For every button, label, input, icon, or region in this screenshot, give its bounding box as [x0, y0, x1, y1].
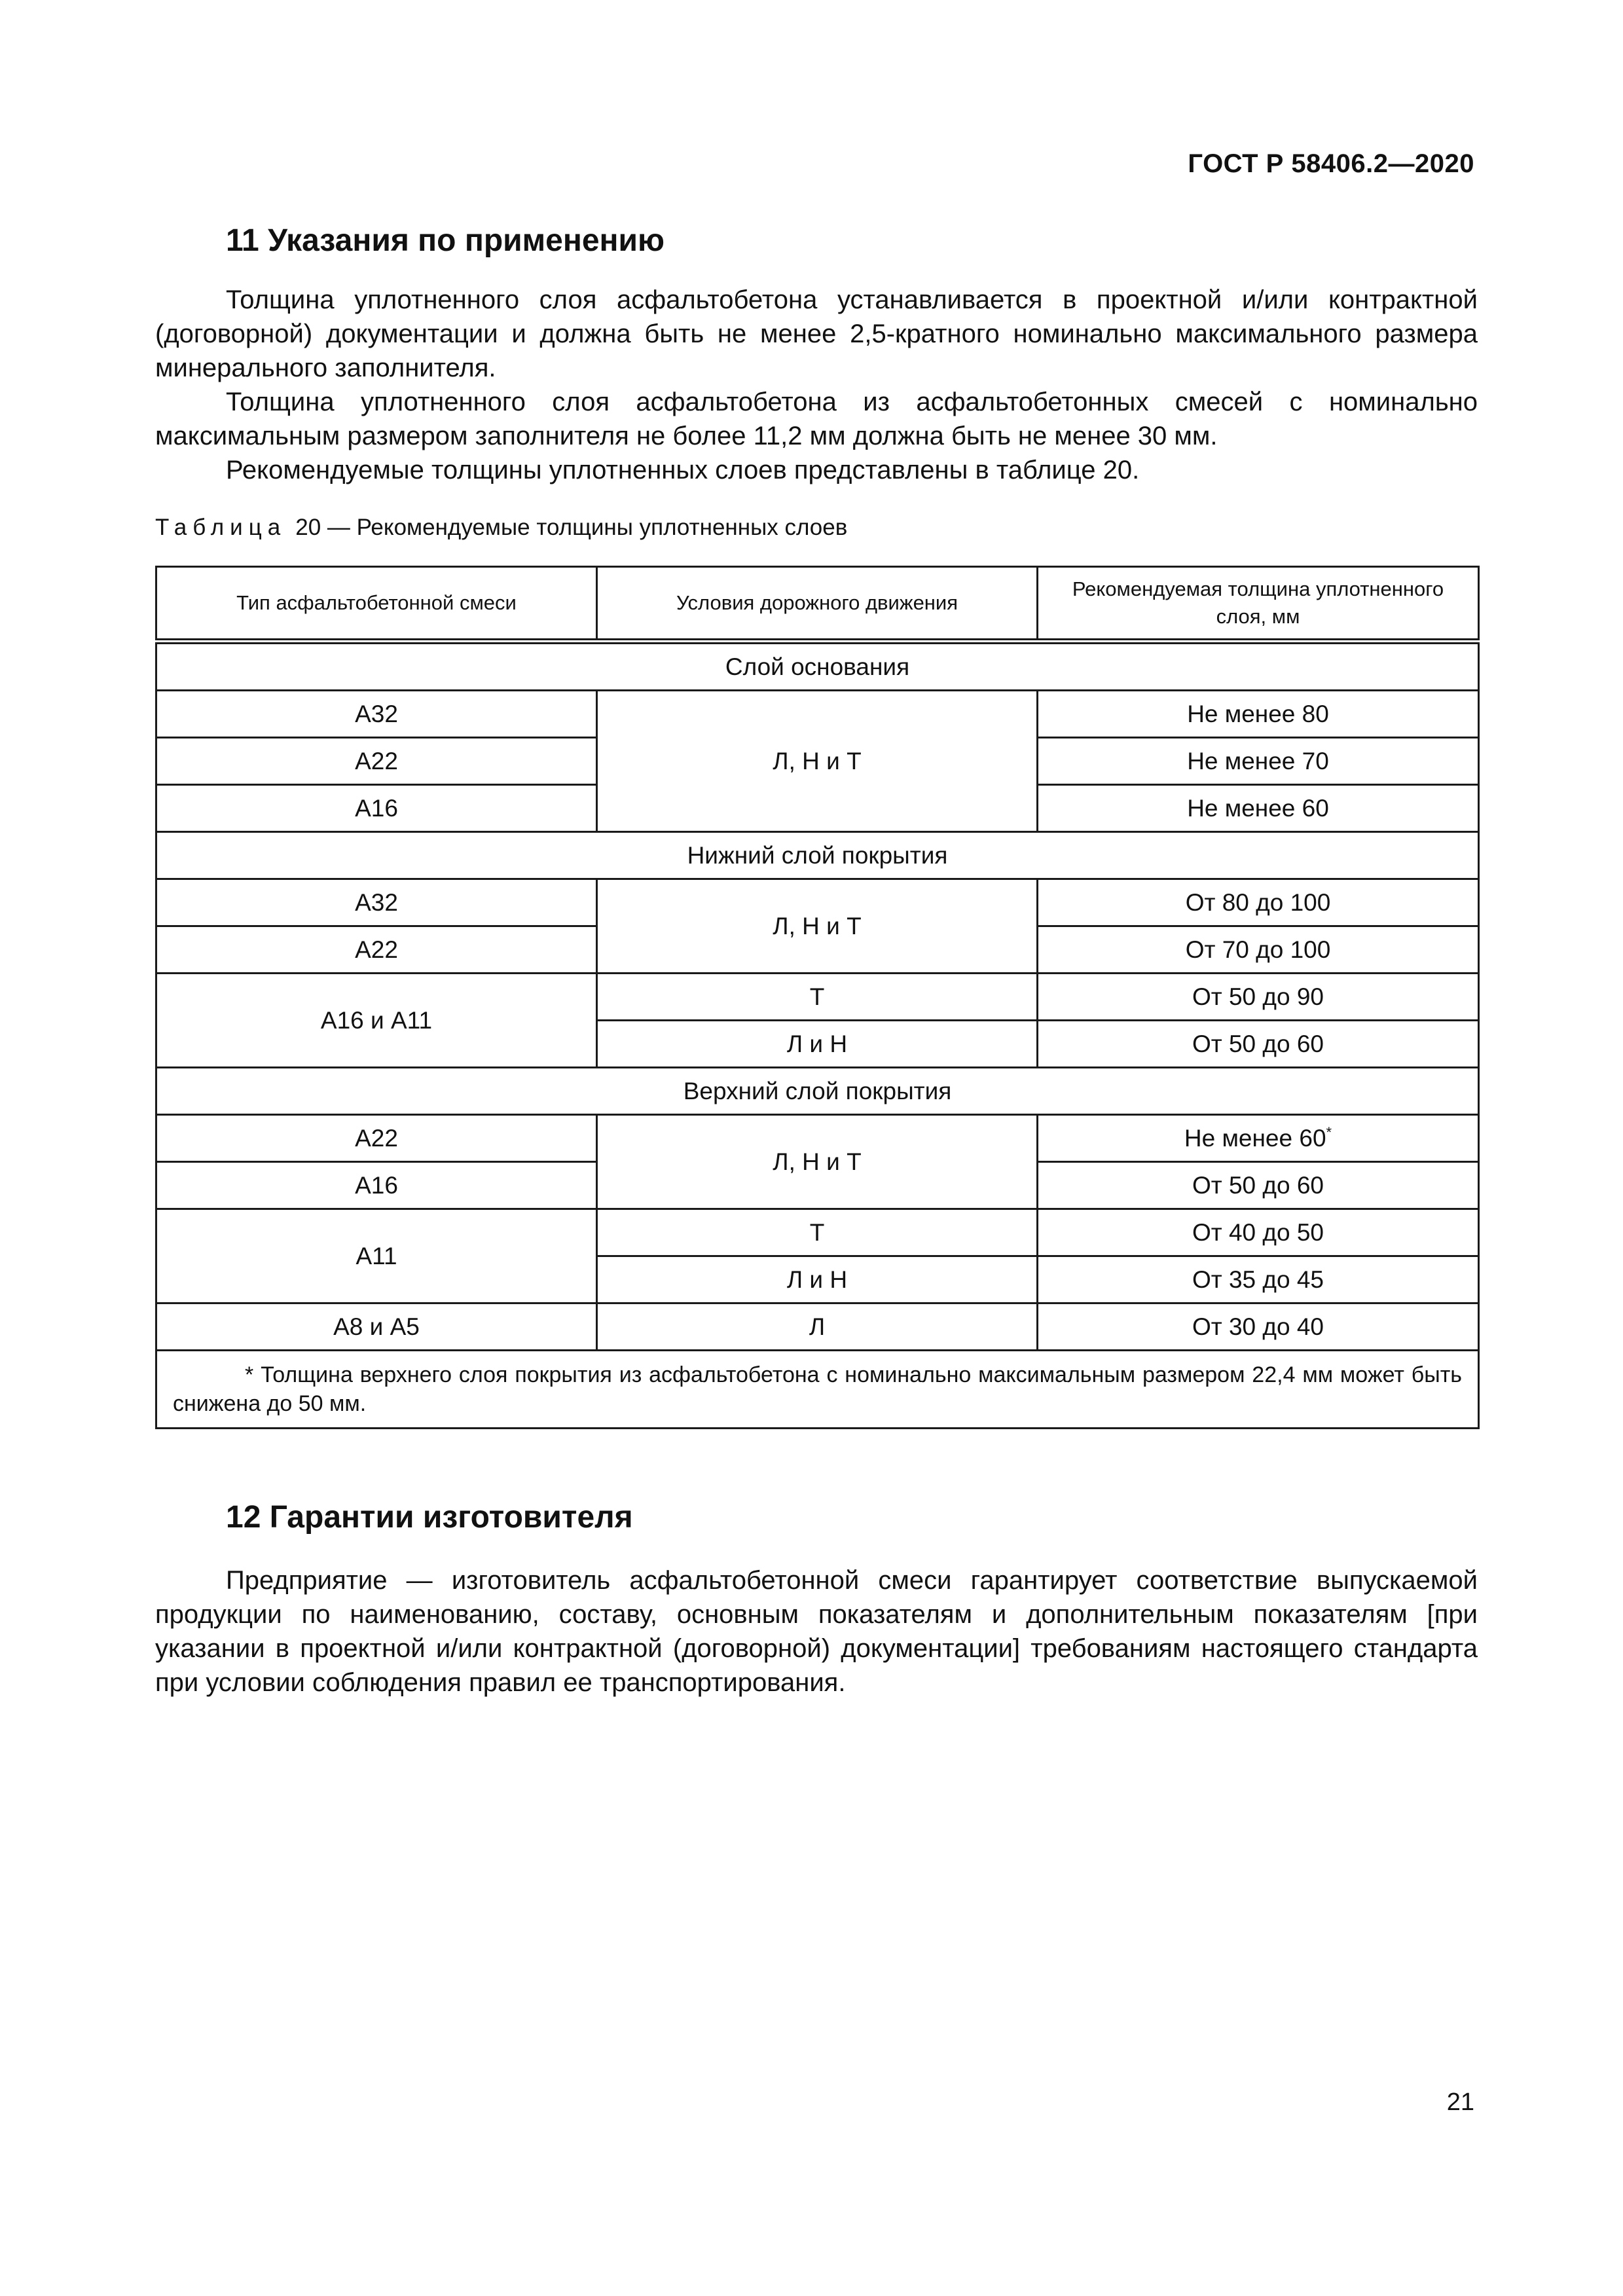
cell-mix: А22	[156, 1115, 597, 1162]
cell-mix: А32	[156, 691, 597, 738]
footnote-mark: *	[1326, 1123, 1332, 1140]
cell-traffic: Л	[597, 1303, 1038, 1351]
section-11-title: 11 Указания по применению	[226, 223, 665, 258]
cell-mix: А22	[156, 926, 597, 974]
table-row	[156, 691, 1479, 738]
section-12-body	[155, 1563, 1478, 1700]
cell-mix: А16	[156, 785, 597, 832]
table-caption-text: 20 — Рекомендуемые толщины уплотненных слоев	[295, 515, 848, 540]
group-title-lower: Нижний слой покрытия	[156, 832, 1479, 879]
cell-mix: А16	[156, 1162, 597, 1209]
table-row	[156, 1115, 1479, 1162]
cell-thickness: От 30 до 40	[1038, 1303, 1479, 1351]
cell-traffic: Т	[597, 1209, 1038, 1256]
cell-mix: А8 и А5	[156, 1303, 597, 1351]
table-group-row	[156, 1068, 1479, 1115]
header-mix-type: Тип асфальтобетонной смеси	[156, 567, 597, 642]
group-title-base: Слой основания	[156, 642, 1479, 691]
cell-thickness: Не менее 70	[1038, 738, 1479, 785]
cell-thickness: От 80 до 100	[1038, 879, 1479, 926]
section-11-body	[155, 283, 1478, 487]
cell-mix: А22	[156, 738, 597, 785]
cell-traffic: Л и Н	[597, 1256, 1038, 1303]
table-group-row	[156, 642, 1479, 691]
table-row	[156, 879, 1479, 926]
cell-thickness: От 70 до 100	[1038, 926, 1479, 974]
cell-mix: А16 и А11	[156, 974, 597, 1068]
table-row	[156, 1303, 1479, 1351]
cell-thickness: От 35 до 45	[1038, 1256, 1479, 1303]
table-caption-label: Таблица	[155, 515, 287, 540]
header-traffic-conditions: Условия дорожного движения	[597, 567, 1038, 642]
thickness-value: Не менее 60	[1184, 1124, 1326, 1152]
cell-thickness: От 50 до 60	[1038, 1162, 1479, 1209]
section-11-paragraph-1: Толщина уплотненного слоя асфальтобетона устанавливается в проектной и/или контрактной (договорной) документации и должна быть не менее 2,5-кратного номинально максимального размера минерального заполнителя.	[155, 285, 1478, 382]
cell-traffic: Л и Н	[597, 1021, 1038, 1068]
section-11-paragraph-3: Рекомендуемые толщины уплотненных слоев представлены в таблице 20.	[226, 456, 1140, 484]
page-number: 21	[1446, 2088, 1474, 2116]
header-thickness: Рекомендуемая толщина уплотненного слоя, мм	[1038, 567, 1479, 642]
recommended-thickness-table	[155, 566, 1480, 1429]
table-caption	[155, 515, 847, 541]
cell-thickness: Не менее 60	[1038, 785, 1479, 832]
document-code: ГОСТ Р 58406.2—2020	[1188, 149, 1474, 178]
cell-thickness: От 50 до 90	[1038, 974, 1479, 1021]
table-row	[156, 1209, 1479, 1256]
table-group-row	[156, 832, 1479, 879]
cell-thickness	[1038, 1115, 1479, 1162]
table-row	[156, 974, 1479, 1021]
group-title-upper: Верхний слой покрытия	[156, 1068, 1479, 1115]
cell-thickness: От 40 до 50	[1038, 1209, 1479, 1256]
table-footnote	[156, 1351, 1479, 1429]
table-footnote-row	[156, 1351, 1479, 1429]
cell-traffic: Т	[597, 974, 1038, 1021]
section-12-title: 12 Гарантии изготовителя	[226, 1500, 633, 1535]
cell-thickness: Не менее 80	[1038, 691, 1479, 738]
section-11-paragraph-2: Толщина уплотненного слоя асфальтобетона из асфальтобетонных смесей с номинально максимальным размером заполнителя не более 11,2 мм должна быть не менее 30 мм.	[155, 388, 1478, 450]
footnote-text: * Толщина верхнего слоя покрытия из асфальтобетона с номинально максимальным размером 22,4 мм может быть снижена до 50 мм.	[173, 1362, 1462, 1416]
table-header-row	[156, 567, 1479, 642]
cell-traffic: Л, Н и Т	[597, 879, 1038, 974]
cell-thickness: От 50 до 60	[1038, 1021, 1479, 1068]
cell-traffic: Л, Н и Т	[597, 1115, 1038, 1209]
section-12-paragraph: Предприятие — изготовитель асфальтобетонной смеси гарантирует соответствие выпускаемой продукции по наименованию, составу, основным показателям и дополнительным показателям [при указании в проектной и/или контрактной (договорной) документации] требованиям настоящего стандарта при условии соблюдения правил ее транспортирования.	[155, 1566, 1478, 1697]
cell-mix: А32	[156, 879, 597, 926]
cell-mix: А11	[156, 1209, 597, 1303]
cell-traffic: Л, Н и Т	[597, 691, 1038, 832]
